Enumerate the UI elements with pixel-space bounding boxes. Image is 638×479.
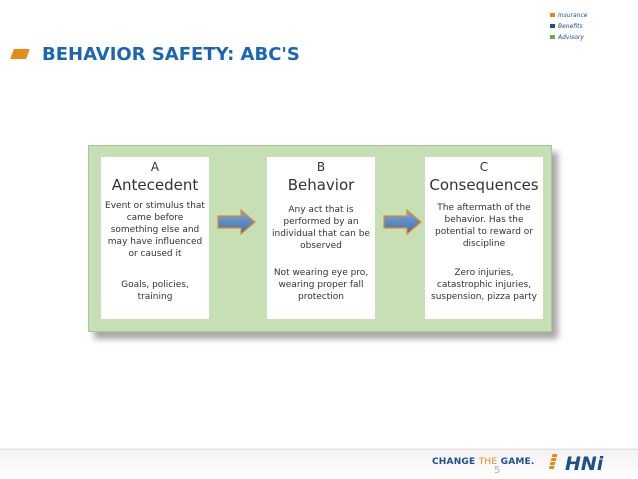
card-example-line: catastrophic injuries,: [436, 280, 532, 290]
card-heading: Antecedent: [111, 176, 199, 194]
tagline-the: THE: [478, 457, 498, 467]
card-description-line: or caused it: [128, 249, 182, 259]
title-bullet-icon: [10, 49, 30, 59]
card-description-line: The aftermath of the: [437, 203, 531, 213]
brand-tags: [550, 10, 630, 43]
card-consequences: [425, 157, 543, 319]
card-example: [267, 267, 375, 303]
card-letter: C: [479, 160, 489, 174]
square-icon: [550, 24, 555, 28]
logo-text: HNi: [565, 453, 604, 474]
card-example-line: Zero injuries,: [454, 268, 514, 278]
footer-bar: [0, 448, 638, 479]
card-description-line: came before: [126, 213, 184, 223]
brand-tag-label: Benefits: [558, 22, 583, 30]
card-description: [101, 200, 209, 260]
card-description-line: performed by an: [283, 217, 359, 227]
card-example-line: training: [137, 292, 173, 302]
top-bar: [0, 0, 638, 6]
square-icon: [550, 13, 555, 17]
card-example: [101, 279, 209, 303]
brand-tag-benefits: [550, 21, 630, 31]
card-antecedent: [101, 157, 209, 319]
footer-divider: [0, 449, 638, 450]
card-description-line: discipline: [462, 239, 506, 249]
square-icon: [550, 35, 555, 39]
card-example: [425, 267, 543, 303]
card-description-line: Any act that is: [288, 205, 354, 215]
arrow-right-icon: [383, 208, 423, 236]
card-example-line: wearing proper fall: [278, 280, 364, 290]
slide-title: BEHAVIOR SAFETY: ABC'S: [42, 43, 300, 65]
card-description-line: may have influenced: [107, 237, 203, 247]
card-description-line: individual that can be: [272, 229, 370, 239]
hni-logo: [545, 452, 625, 474]
tagline-game: GAME.: [500, 457, 535, 467]
arrow-right-icon: [217, 208, 257, 236]
card-description-line: Event or stimulus that: [105, 201, 205, 211]
brand-tag-label: Advisory: [558, 33, 584, 41]
card-heading: Consequences: [429, 176, 539, 194]
card-description-line: something else and: [110, 225, 200, 235]
slide-title-row: [12, 42, 300, 66]
abc-panel: [88, 145, 552, 332]
card-letter: A: [150, 160, 160, 174]
card-description: [425, 202, 543, 250]
card-behavior: [267, 157, 375, 319]
card-description-line: potential to reward or: [434, 227, 534, 237]
card-description: [267, 204, 375, 252]
card-example-line: protection: [298, 292, 344, 302]
card-letter: B: [316, 160, 326, 174]
tagline-change: CHANGE: [432, 457, 476, 467]
card-description-line: observed: [300, 241, 342, 251]
card-example-line: Not wearing eye pro,: [273, 268, 369, 278]
card-example-line: Goals, policies,: [121, 280, 189, 290]
card-example-line: suspension, pizza party: [431, 292, 537, 302]
brand-tag-insurance: [550, 10, 630, 20]
brand-tagline: [432, 457, 535, 467]
brand-tag-advisory: [550, 32, 630, 42]
brand-tag-label: Insurance: [558, 11, 588, 19]
page-number: 5: [494, 465, 501, 476]
card-heading: Behavior: [287, 176, 355, 194]
card-description-line: behavior. Has the: [444, 215, 524, 225]
